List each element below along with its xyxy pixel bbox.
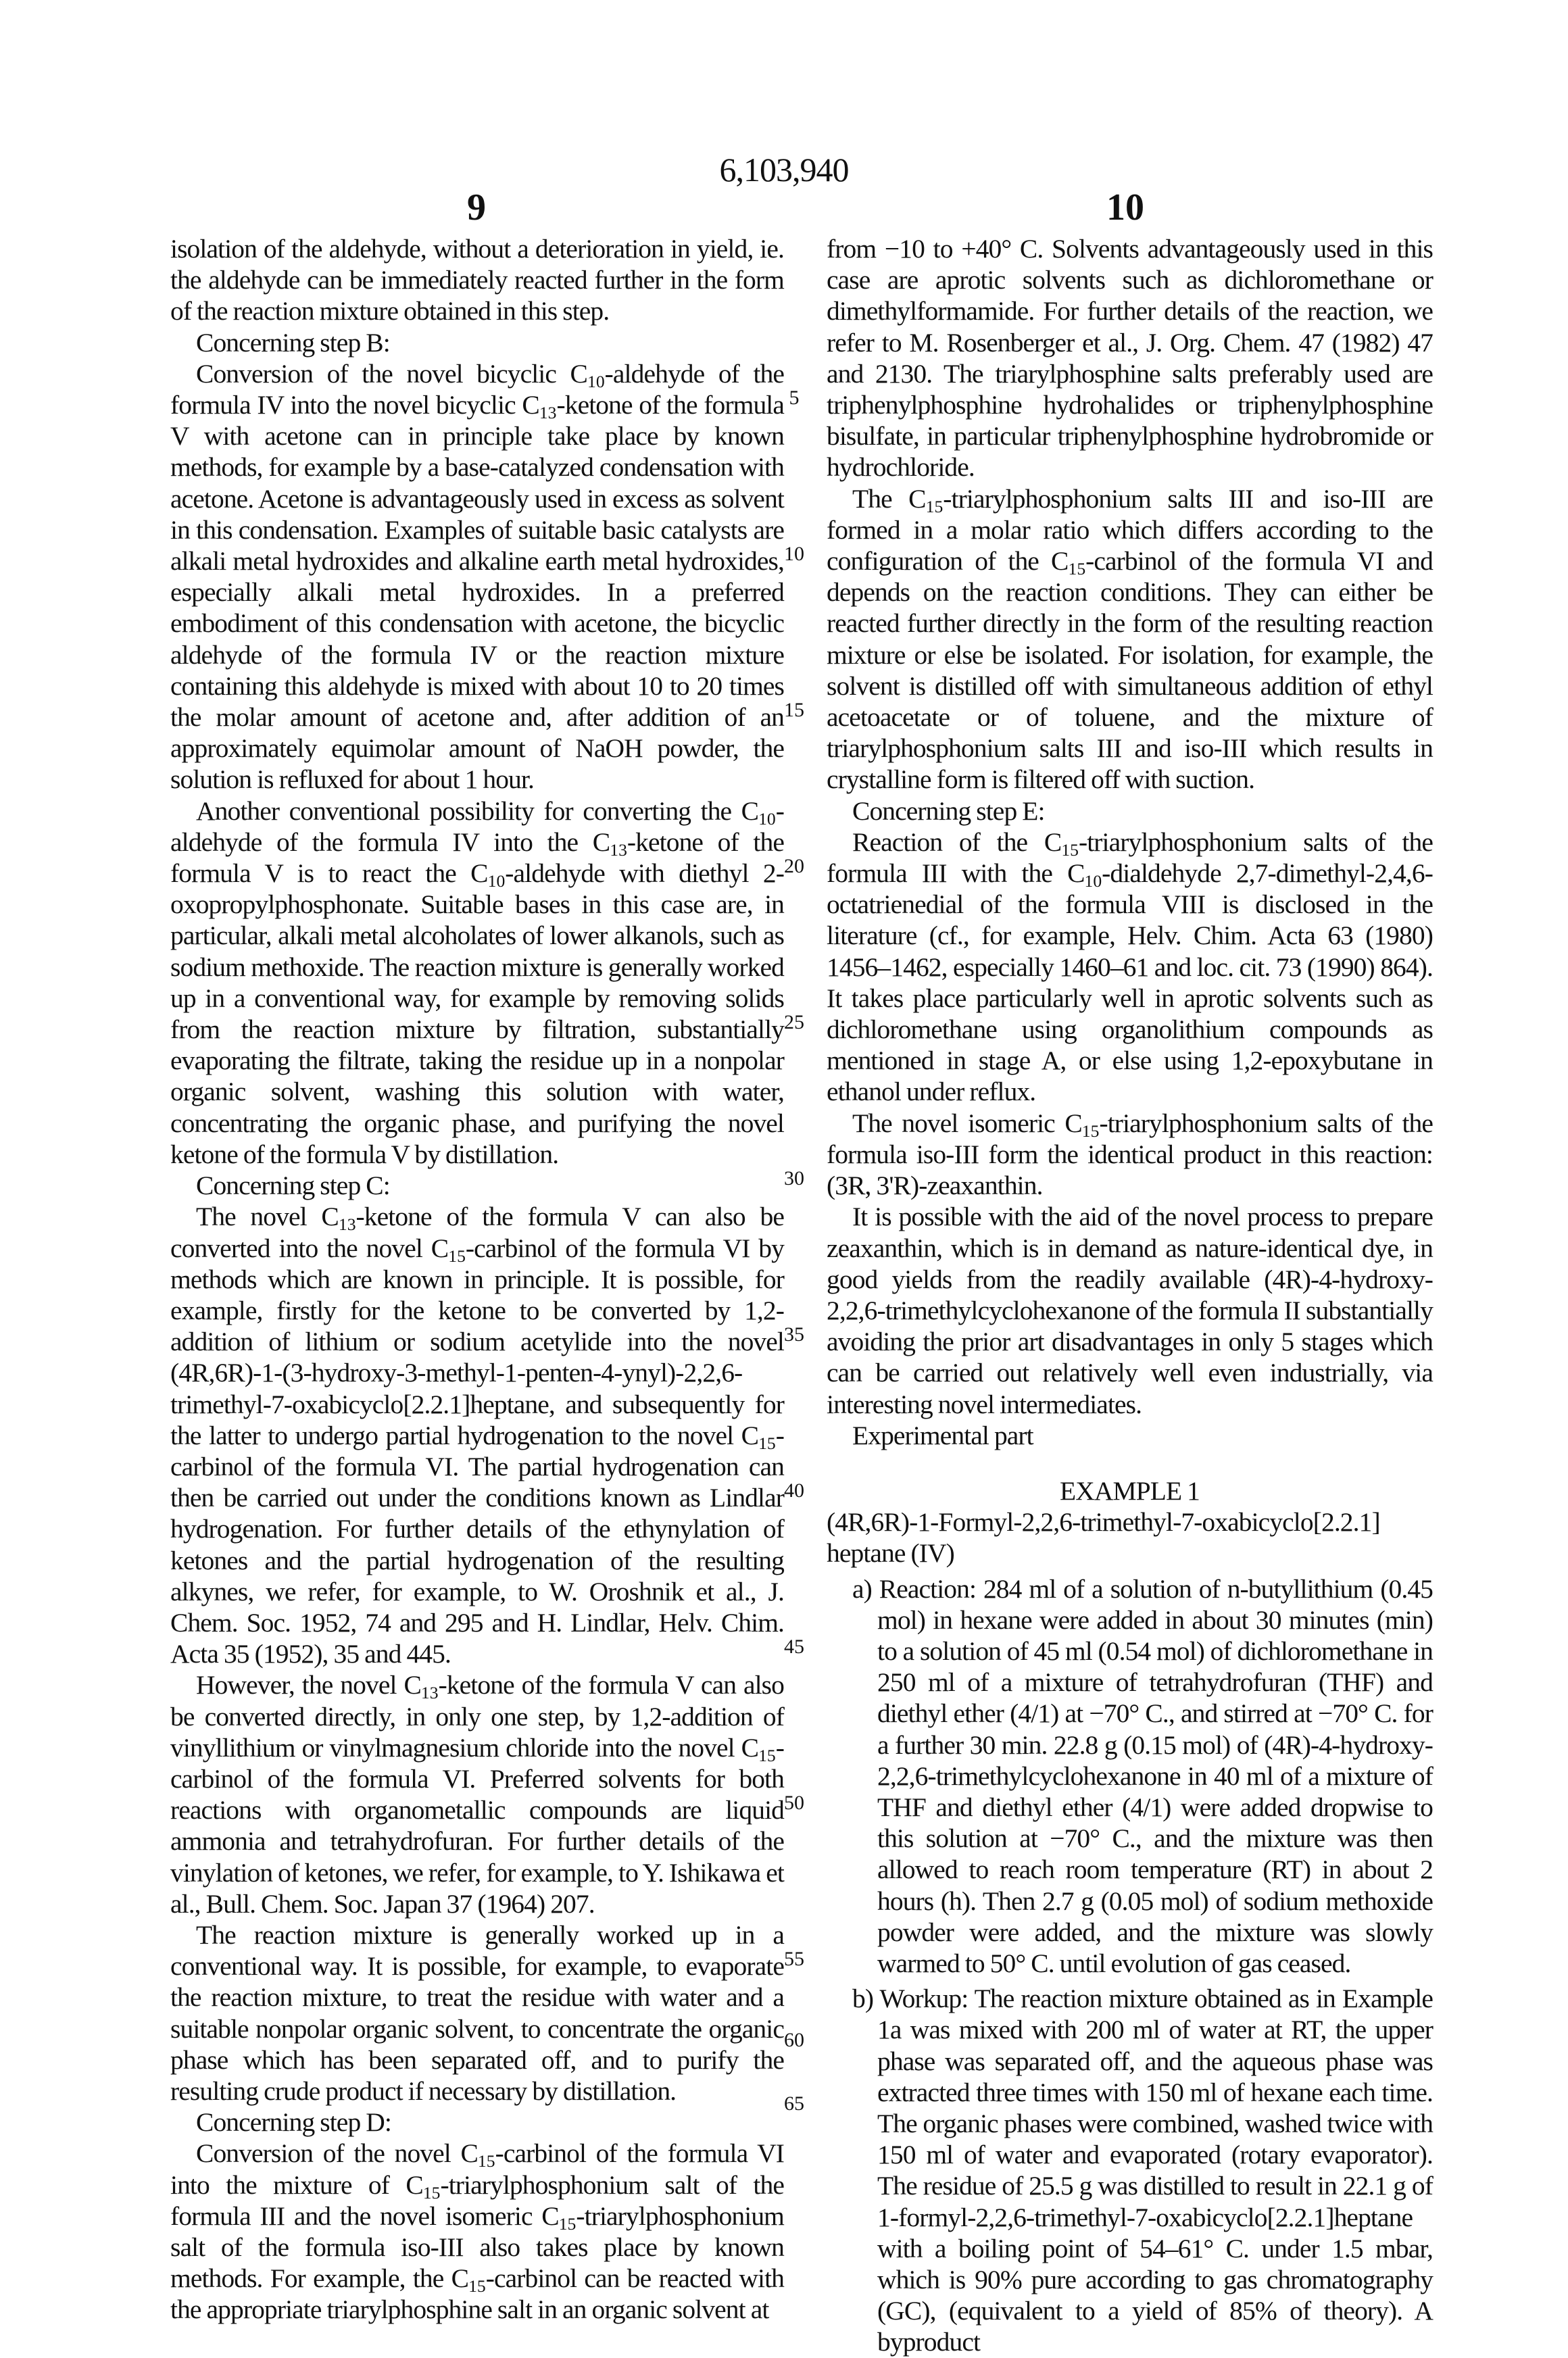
line-number: 50 bbox=[784, 1792, 804, 1814]
paragraph: Another conventional possibility for converting the $C_{10}$-aldehyde of the formula IV into the $C_{13}$-ketone of the formula V is to react the $C_{10}$-aldehyde with diethyl 2-oxopropylphosphonate. Suitable bases in this case are, in particular, alkali metal alcoholates of lower alkanols, such as sodium methoxide. The reaction mixture is generally worked up in a conventional way, for example by removing solids from the reaction mixture by filtration, substantially evaporating the filtrate, taking the residue up in a nonpolar organic solvent, washing this solution with water, concentrating the organic phase, and purifying the novel ketone of the formula V by distillation. bbox=[170, 795, 785, 1169]
line-number: 60 bbox=[784, 2029, 804, 2051]
paragraph: However, the novel $C_{13}$-ketone of the formula V can also be converted directly, in only one step, by 1,2-addition of vinyllithium or vinylmagnesium chloride into the novel $C_{15}$-carbinol of the formula VI. Preferred solvents for both reactions with organometallic compounds are liquid ammonia and tetrahydrofuran. For further details of the vinylation of ketones, we refer, for example, to Y. Ishikawa et al., Bull. Chem. Soc. Japan 37 (1964) 207. bbox=[170, 1670, 785, 1919]
step-d-heading: Concerning step D: bbox=[196, 2107, 391, 2138]
right-column bbox=[827, 233, 1433, 2358]
line-number: 20 bbox=[784, 855, 804, 877]
line-number: 45 bbox=[784, 1636, 804, 1658]
line-number: 35 bbox=[784, 1323, 804, 1346]
paragraph: from −10 to +40° C. Solvents advantageously used in this case are aprotic solvents such as dichloromethane or dimethylformamide. For further details of the reaction, we refer to M. Rosenberger et al., J. Org. Chem. 47 (1982) 47 and 2130. The triarylphosphine salts preferably used are triphenylphosphine hydrohalides or triphenylphosphine bisulfate, in particular triphenylphosphine hydrobromide or hydrochloride. bbox=[827, 234, 1433, 483]
paragraph: The reaction mixture is generally worked up in a conventional way. It is possible, for example, to evaporate the reaction mixture, to treat the residue with water and a suitable nonpolar organic solvent, to concentrate the organic phase which has been separated off, and to purify the resulting crude product if necessary by distillation. bbox=[170, 1919, 784, 2106]
paragraph: The novel isomeric $C_{15}$-triarylphosphonium salts of the formula iso-III form the identical product in this reaction: (3R, 3'R)-zeaxanthin. bbox=[827, 1108, 1434, 1201]
left-column bbox=[170, 233, 784, 2326]
line-number: 65 bbox=[784, 2092, 804, 2115]
column-number-right: 10 bbox=[1106, 187, 1144, 228]
line-number: 5 bbox=[789, 387, 800, 409]
line-number: 40 bbox=[784, 1479, 804, 1502]
paragraph: isolation of the aldehyde, without a deterioration in yield, ie. the aldehyde can be immediately reacted further in the form of the reaction mixture obtained in this step. bbox=[170, 234, 784, 326]
line-number: 25 bbox=[784, 1011, 804, 1033]
line-number: 30 bbox=[784, 1167, 804, 1189]
paragraph: Conversion of the novel bicyclic $C_{10}$-aldehyde of the formula IV into the novel bicyclic $C_{13}$-ketone of the formula V with acetone can in principle take place by known methods, for example by a base-catalyzed condensation with acetone. Acetone is advantageously used in excess as solvent in this condensation. Examples of suitable basic catalysts are alkali metal hydroxides and alkaline earth metal hydroxides, especially alkali metal hydroxides. In a preferred embodiment of this condensation with acetone, the bicyclic aldehyde of the formula IV or the reaction mixture containing this aldehyde is mixed with about 10 to 20 times the molar amount of acetone and, after addition of an approximately equimolar amount of NaOH powder, the solution is refluxed for about 1 hour. bbox=[170, 358, 785, 795]
reaction-step-a: a) Reaction: 284 ml of a solution of n-butyllithium (0.45 mol) in hexane were added in about 30 minutes (min) to a solution of 45 ml (0.54 mol) of dichloromethane in 250 ml of a mixture of tetrahydrofuran (THF) and diethyl ether (4/1) at −70° C., and stirred at −70° C. for a further 30 min. 22.8 g (0.15 mol) of (4R)-4-hydroxy-2,2,6-trimethylcyclohexanone in 40 ml of a mixture of THF and diethyl ether (4/1) were added dropwise to this solution at −70° C., and the mixture was then allowed to reach room temperature (RT) in about 2 hours (h). Then 2.7 g (0.05 mol) of sodium methoxide powder were added, and the mixture was slowly warmed to 50° C. until evolution of gas ceased. bbox=[852, 1573, 1433, 1978]
paragraph: Conversion of the novel $C_{15}$-carbinol of the formula VI into the mixture of $C_{15}$-triarylphosphonium salt of the formula III and the novel isomeric $C_{15}$-triarylphosphonium salt of the formula iso-III also takes place by known methods. For example, the $C_{15}$-carbinol can be reacted with the appropriate triarylphosphine salt in an organic solvent at bbox=[170, 2138, 784, 2325]
column-number-left: 9 bbox=[467, 187, 486, 228]
step-e-heading: Concerning step E: bbox=[852, 795, 1045, 826]
example-heading: EXAMPLE 1 bbox=[1059, 1475, 1200, 1506]
line-number: 55 bbox=[784, 1948, 804, 1970]
paragraph: Reaction of the $C_{15}$-triarylphosphonium salts of the formula III with the $C_{10}$-dialdehyde 2,7-dimethyl-2,4,6-octatrienedial of the formula VIII is disclosed in the literature (cf., for example, Helv. Chim. Acta 63 (1980) 1456–1462, especially 1460–61 and loc. cit. 73 (1990) 864). It takes place particularly well in aprotic solvents such as dichloromethane using organolithium compounds as mentioned in stage A, or else using 1,2-epoxybutane in ethanol under reflux. bbox=[827, 827, 1433, 1107]
patent-number: 6,103,940 bbox=[719, 151, 849, 189]
paragraph: The $C_{15}$-triarylphosphonium salts III and iso-III are formed in a molar ratio which differs according to the configuration of the $C_{15}$-carbinol of the formula VI and depends on the reaction conditions. They can either be reacted further directly in the form of the resulting reaction mixture or else be isolated. For isolation, for example, the solvent is distilled off with simultaneous addition of ethyl acetoacetate or of toluene, and the mixture of triarylphosphonium salts III and iso-III which results in crystalline form is filtered off with suction. bbox=[827, 483, 1433, 795]
line-number: 15 bbox=[784, 699, 804, 721]
paragraph: It is possible with the aid of the novel process to prepare zeaxanthin, which is in demand as nature-identical dye, in good yields from the readily available (4R)-4-hydroxy-2,2,6-trimethylcyclohexanone of the formula II substantially avoiding the prior art disadvantages in only 5 stages which can be carried out relatively well even industrially, via interesting novel intermediates. bbox=[827, 1202, 1433, 1419]
paragraph: The novel $C_{13}$-ketone of the formula V can also be converted into the novel $C_{15}$-carbinol of the formula VI by methods which are known in principle. It is possible, for example, firstly for the ketone to be converted by 1,2-addition of lithium or sodium acetylide into the novel (4R,6R)-1-(3-hydroxy-3-methyl-1-penten-4-ynyl)-2,2,6-trimethyl-7-oxabicyclo[2.2.1]heptane, and subsequently for the latter to undergo partial hydrogenation to the novel $C_{15}$-carbinol of the formula VI. The partial hydrogenation can then be carried out under the conditions known as Lindlar hydrogenation. For further details of the ethynylation of ketones and the partial hydrogenation of the resulting alkynes, we refer, for example, to W. Oroshnik et al., J. Chem. Soc. 1952, 74 and 295 and H. Lindlar, Helv. Chim. Acta 35 (1952), 35 and 445. bbox=[170, 1202, 784, 1669]
example-title: (4R,6R)-1-Formyl-2,2,6-trimethyl-7-oxabicyclo[2.2.1] heptane (IV) bbox=[827, 1507, 1380, 1569]
step-c-heading: Concerning step C: bbox=[196, 1171, 390, 1201]
workup-step-b: b) Workup: The reaction mixture obtained as in Example 1a was mixed with 200 ml of water at RT, the upper phase was separated off, and the aqueous phase was extracted three times with 150 ml of hexane each time. The organic phases were combined, washed twice with 150 ml of water and evaporated (rotary evaporator). The residue of 25.5 g was distilled to result in 22.1 g of 1-formyl-2,2,6-trimethyl-7-oxabicyclo[2.2.1]heptane with a boiling point of 54–61° C. under 1.5 mbar, which is 90% pure according to gas chromatography (GC), (equivalent to a yield of 85% of theory). A byproduct bbox=[852, 1984, 1433, 2357]
step-b-heading: Concerning step B: bbox=[196, 327, 390, 358]
experimental-heading: Experimental part bbox=[852, 1420, 1033, 1450]
line-number: 10 bbox=[784, 543, 804, 565]
